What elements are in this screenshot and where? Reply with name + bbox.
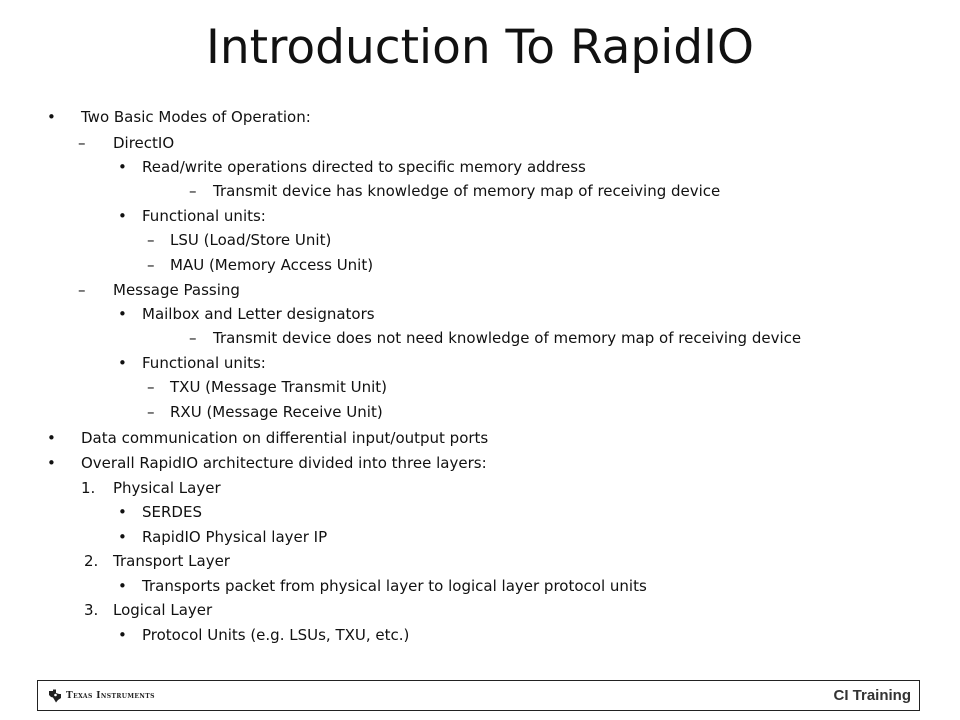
- bullet-serdes: SERDES: [142, 503, 202, 521]
- slide-title: Introduction To RapidIO: [206, 20, 754, 75]
- bullet-dot-icon: •: [47, 108, 56, 126]
- ti-logo: [48, 688, 155, 704]
- bullet-mailbox-note: Transmit device does not need knowledge of memory map of receiving device: [213, 329, 802, 347]
- bullet-dot-icon: •: [118, 354, 127, 372]
- bullet-directio: DirectIO: [113, 134, 175, 152]
- bullet-dot-icon: •: [118, 626, 127, 644]
- bullet-dot-icon: •: [118, 577, 127, 595]
- bullet-dash-icon: –: [78, 281, 86, 299]
- bullet-dash-icon: –: [147, 378, 155, 396]
- bullet-modes: Two Basic Modes of Operation:: [81, 108, 311, 126]
- bullet-protocol-units: Protocol Units (e.g. LSUs, TXU, etc.): [142, 626, 410, 644]
- bullet-dash-icon: –: [147, 403, 155, 421]
- bullet-directio-units: Functional units:: [142, 207, 266, 225]
- list-number: 1.: [81, 479, 96, 497]
- bullet-arch: Overall RapidIO architecture divided into three layers:: [81, 454, 487, 472]
- ci-training-label: CI Training: [833, 687, 911, 704]
- ti-logo-text: Texas Instruments: [66, 691, 155, 701]
- bullet-lsu: LSU (Load/Store Unit): [170, 231, 332, 249]
- layer-physical: Physical Layer: [113, 479, 221, 497]
- bullet-directio-rw-note: Transmit device has knowledge of memory map of receiving device: [213, 182, 721, 200]
- bullet-dash-icon: –: [147, 256, 155, 274]
- bullet-dot-icon: •: [118, 305, 127, 323]
- bullet-data-comm: Data communication on differential input/output ports: [81, 429, 489, 447]
- layer-transport: Transport Layer: [113, 552, 230, 570]
- bullet-directio-rw: Read/write operations directed to specific memory address: [142, 158, 586, 176]
- bullet-txu: TXU (Message Transmit Unit): [170, 378, 388, 396]
- bullet-message-passing: Message Passing: [113, 281, 240, 299]
- bullet-dot-icon: •: [47, 454, 56, 472]
- texas-state-icon: [48, 689, 62, 703]
- bullet-mau: MAU (Memory Access Unit): [170, 256, 374, 274]
- footer-bar: [37, 680, 920, 711]
- bullet-dash-icon: –: [147, 231, 155, 249]
- list-number: 3.: [84, 601, 99, 619]
- list-number: 2.: [84, 552, 99, 570]
- bullet-dash-icon: –: [189, 329, 197, 347]
- bullet-mailbox: Mailbox and Letter designators: [142, 305, 375, 323]
- bullet-msg-units: Functional units:: [142, 354, 266, 372]
- bullet-dash-icon: –: [189, 182, 197, 200]
- bullet-dash-icon: –: [78, 134, 86, 152]
- bullet-dot-icon: •: [47, 429, 56, 447]
- bullet-dot-icon: •: [118, 207, 127, 225]
- bullet-phys-ip: RapidIO Physical layer IP: [142, 528, 328, 546]
- bullet-dot-icon: •: [118, 503, 127, 521]
- bullet-rxu: RXU (Message Receive Unit): [170, 403, 383, 421]
- bullet-transport-desc: Transports packet from physical layer to logical layer protocol units: [142, 577, 647, 595]
- layer-logical: Logical Layer: [113, 601, 213, 619]
- bullet-dot-icon: •: [118, 158, 127, 176]
- bullet-dot-icon: •: [118, 528, 127, 546]
